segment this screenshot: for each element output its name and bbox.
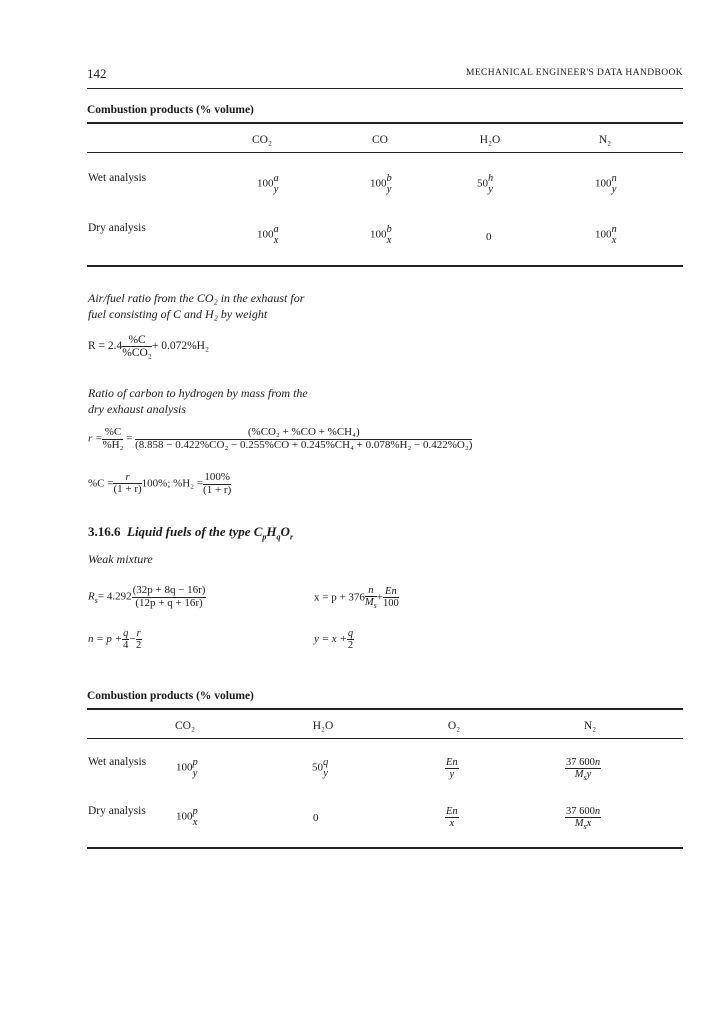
table2-col-o2: O₂ — [447, 720, 461, 732]
carbon-percent-equation: %C = $\frac{r}{(1 + r)}$ 100%; %H₂ = $\frac{100\%}{(1 + r)}$ — [88, 471, 232, 496]
page-number: 142 — [87, 66, 107, 81]
table2-row-dry-label: Dry analysis — [88, 805, 146, 817]
table1-wet-n2: 100 n y — [595, 173, 617, 196]
table2-col-h2o: H₂O — [312, 720, 334, 732]
airfuel-equation: R = 2.4 $\frac{\%C}{\text{\%CO₂}}$ + 0.072%H₂ — [88, 334, 209, 360]
table1-col-h2o: H₂O — [479, 134, 501, 146]
table2-caption: Combustion products (% volume) — [87, 690, 254, 702]
x-equation: x = p + 376 $\frac{n}{M_s}$ + $\frac{En}{100}$ — [314, 585, 399, 611]
table1-dry-co: 100 b x — [370, 224, 392, 247]
table1-top-rule — [87, 122, 683, 124]
table2-wet-co2: 100 p y — [176, 757, 198, 780]
section-heading: 3.16.6 Liquid fuels of the type $C_pH_qO_r$ — [88, 524, 294, 542]
rs-equation: $R_s= 4.292$ $\frac{(32p + 8q - 16r)}{(12p + q + 16r)}$ — [88, 584, 206, 609]
table2-col-n2: N₂ — [583, 720, 597, 732]
table1-wet-h2o: 50 h y — [477, 173, 494, 196]
table1-wet-co2: 100 a y — [257, 173, 279, 196]
table1-row-dry-label: Dry analysis — [88, 222, 146, 234]
weak-mixture-label: Weak mixture — [88, 552, 153, 566]
carbon-ratio-heading: Ratio of carbon to hydrogen by mass from the dry exhaust analysis — [88, 386, 308, 416]
table1-col-co2: CO₂ — [252, 134, 272, 146]
table1-col-co: CO — [372, 134, 388, 146]
n-equation: n = p + $\frac{q}{4}$ − $\frac{r}{2}$ — [88, 628, 142, 652]
table1-header-rule — [87, 152, 683, 153]
airfuel-heading: Air/fuel ratio from the CO₂ in the exhaust for fuel consisting of C and H₂ by weight — [88, 291, 305, 321]
table2-wet-n2: $\frac{37 600n}{M_sy}$ — [566, 757, 601, 783]
table2-header-rule — [87, 738, 683, 739]
table2-wet-h2o: 50 q y — [312, 757, 329, 780]
table2-wet-o2: $\frac{En}{y}$ — [446, 757, 458, 781]
table2-bottom-rule — [87, 847, 683, 849]
table1-bottom-rule — [87, 265, 683, 267]
table1-caption: Combustion products (% volume) — [87, 104, 254, 116]
table1-col-n2: N₂ — [598, 134, 612, 146]
table1-dry-h2o: 0 — [486, 231, 492, 243]
carbon-ratio-equation: r = $\frac{\%C}{\text{\%H₂}}$ = (%CO₂ + %CO + %CH₄) (8.858 − 0.422%CO₂ − 0.255%CO + 0.245%CH₄ + 0.078%H₂ − 0.422%O₂) — [88, 426, 473, 451]
table2-dry-n2: $\frac{37 600n}{M_sx}$ — [566, 806, 601, 832]
y-equation: y = x + $\frac{q}{2}$ — [314, 628, 354, 652]
table1-row-wet-label: Wet analysis — [88, 172, 147, 184]
table2-dry-h2o: 0 — [313, 812, 319, 824]
table2-col-co2: CO₂ — [175, 720, 195, 732]
table2-row-wet-label: Wet analysis — [88, 756, 147, 768]
header-rule — [87, 88, 683, 89]
table2-dry-co2: 100 p x — [176, 806, 198, 829]
running-title: MECHANICAL ENGINEER'S DATA HANDBOOK — [466, 68, 683, 78]
table1-wet-co: 100 b y — [370, 173, 392, 196]
table2-top-rule — [87, 708, 683, 710]
table1-dry-n2: 100 n x — [595, 224, 617, 247]
table1-dry-co2: 100 a x — [257, 224, 279, 247]
table2-dry-o2: $\frac{En}{x}$ — [446, 806, 458, 830]
